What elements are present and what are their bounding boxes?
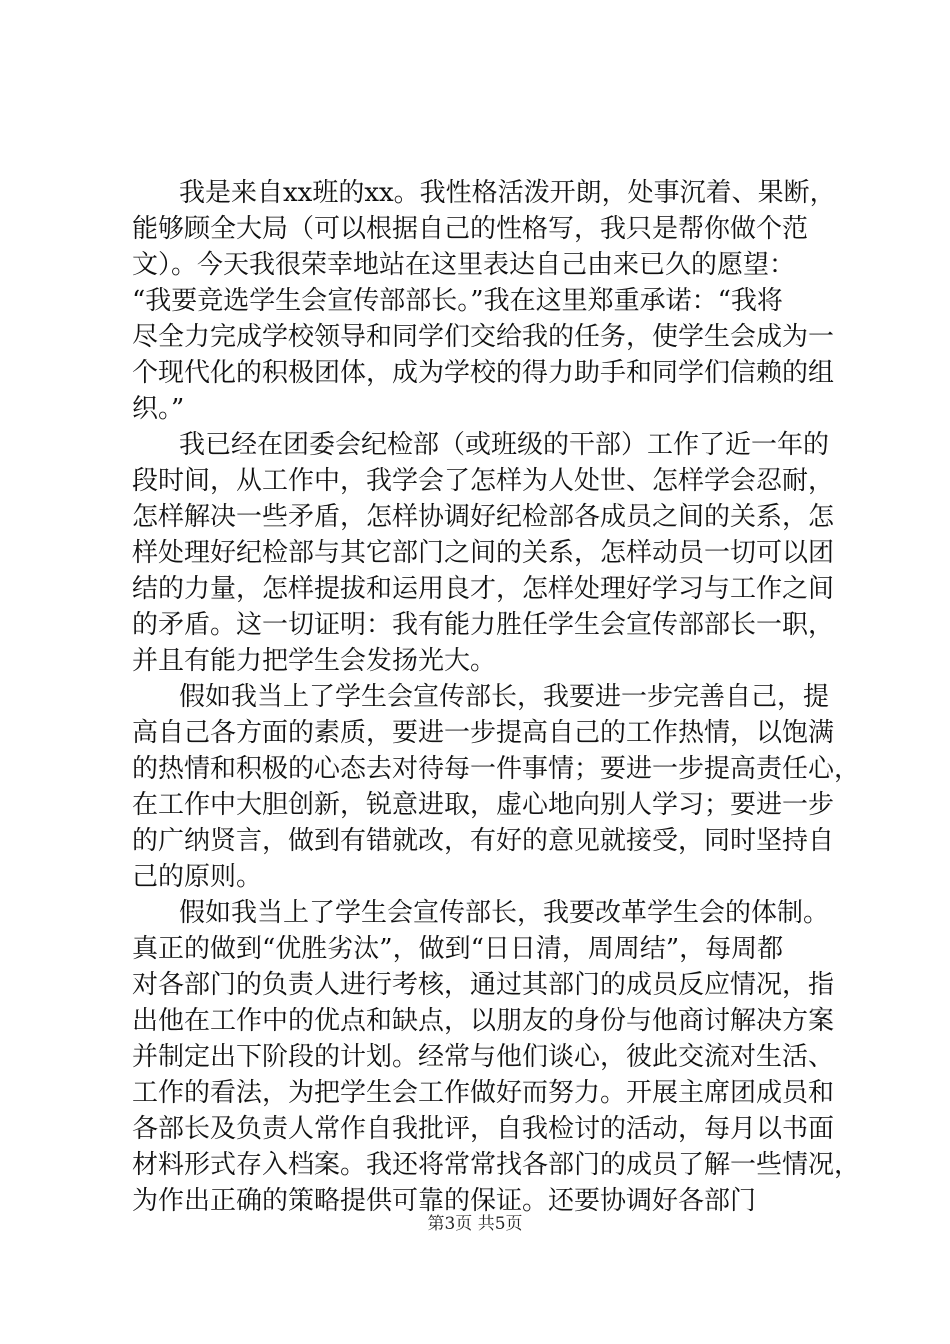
text-line: 结的力量，怎样提拔和运用良才，怎样处理好学习与工作之间 (132, 574, 835, 604)
text-line: 并且有能力把学生会发扬光大。 (132, 646, 497, 676)
text-line: 在工作中大胆创新，锐意进取，虚心地向别人学习；要进一步 (132, 790, 835, 820)
text-line: 材料形式存入档案。我还将常常找各部门的成员了解一些情况， (132, 1150, 861, 1180)
text-line: 工作的看法，为把学生会工作做好而努力。开展主席团成员和 (132, 1078, 835, 1108)
text-line: 并制定出下阶段的计划。经常与他们谈心，彼此交流对生活、 (132, 1042, 835, 1072)
text-line: 各部长及负责人常作自我批评，自我检讨的活动，每月以书面 (132, 1114, 835, 1144)
text-line: 假如我当上了学生会宣传部长，我要改革学生会的体制。 (179, 898, 830, 928)
text-line: 我已经在团委会纪检部（或班级的干部）工作了近一年的 (179, 430, 830, 460)
text-line: 尽全力完成学校领导和同学们交给我的任务，使学生会成为一 (132, 322, 835, 352)
text-line: 出他在工作中的优点和缺点，以朋友的身份与他商讨解决方案 (132, 1006, 835, 1036)
text-line: 织。” (132, 394, 185, 424)
text-line: 的热情和积极的心态去对待每一件事情；要进一步提高责任心， (132, 754, 861, 784)
text-line: 高自己各方面的素质，要进一步提高自己的工作热情，以饱满 (132, 718, 835, 748)
text-line: 己的原则。 (132, 862, 263, 892)
text-line: 的广纳贤言，做到有错就改，有好的意见就接受，同时坚持自 (132, 826, 835, 856)
text-line: 我是来自xx班的xx。我性格活泼开朗，处事沉着、果断， (179, 178, 836, 208)
page-number: 第3页 共5页 (427, 1214, 523, 1234)
text-line: 怎样解决一些矛盾，怎样协调好纪检部各成员之间的关系，怎 (132, 502, 835, 532)
text-line: 能够顾全大局（可以根据自己的性格写，我只是帮你做个范 (132, 214, 809, 244)
text-line: “我要竞选学生会宣传部部长。”我在这里郑重承诺：“我将 (132, 286, 783, 316)
text-line: 假如我当上了学生会宣传部长，我要进一步完善自己，提 (179, 682, 830, 712)
text-line: 真正的做到“优胜劣汰”，做到“日日清，周周结”，每周都 (132, 934, 784, 964)
text-line: 的矛盾。这一切证明：我有能力胜任学生会宣传部部长一职， (132, 610, 835, 640)
text-line: 对各部门的负责人进行考核，通过其部门的成员反应情况，指 (132, 970, 835, 1000)
text-line: 为作出正确的策略提供可靠的保证。还要协调好各部门 (132, 1186, 757, 1216)
text-line: 个现代化的积极团体，成为学校的得力助手和同学们信赖的组 (132, 358, 835, 388)
text-line: 文）。今天我很荣幸地站在这里表达自己由来已久的愿望： (132, 250, 796, 280)
text-line: 段时间，从工作中，我学会了怎样为人处世、怎样学会忍耐， (132, 466, 835, 496)
text-line: 样处理好纪检部与其它部门之间的关系，怎样动员一切可以团 (132, 538, 835, 568)
